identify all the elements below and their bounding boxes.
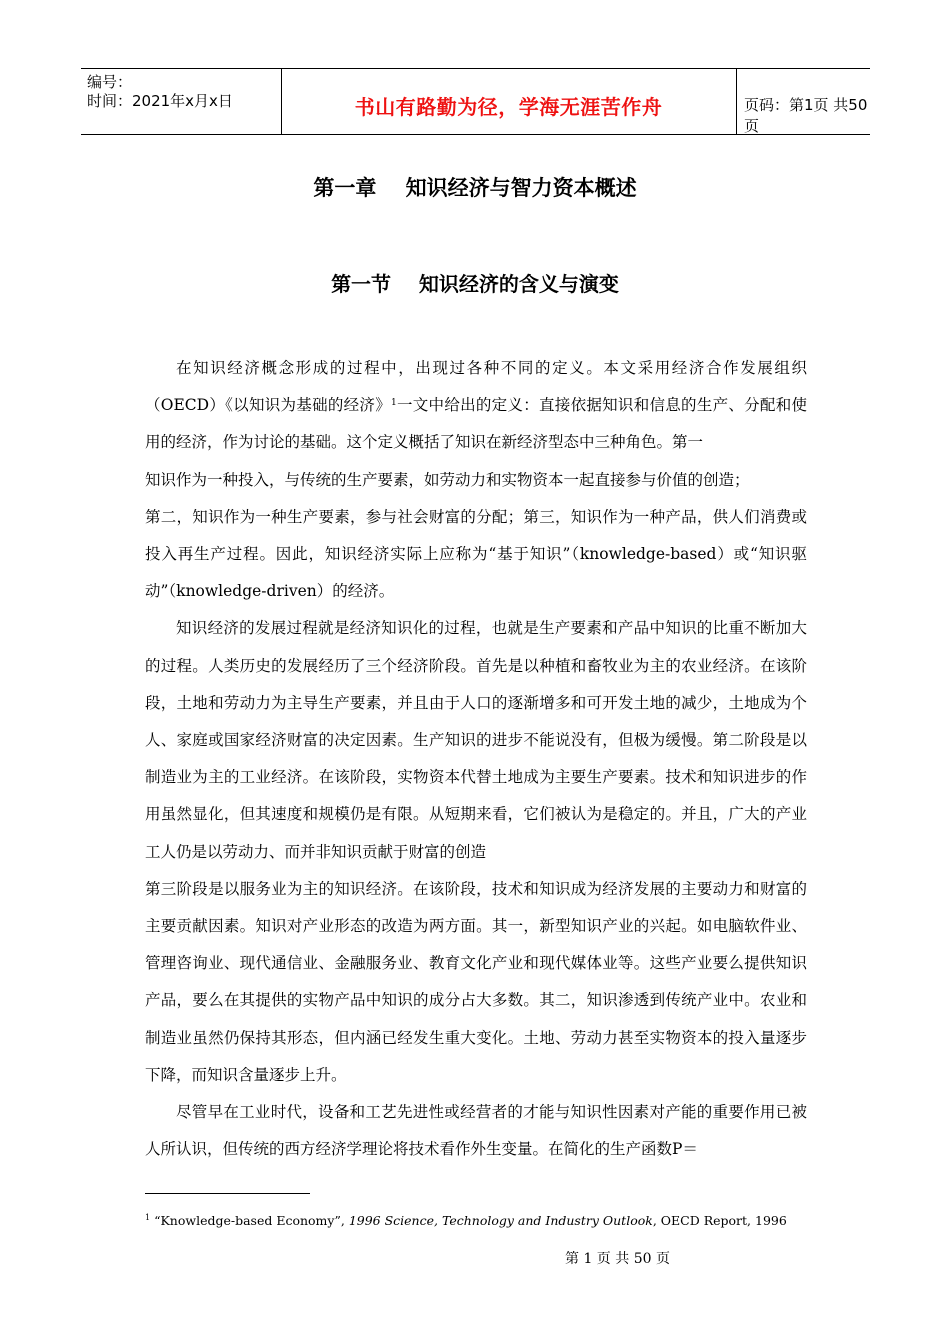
header-motto-cell bbox=[281, 69, 737, 134]
section-title: 第一节 知识经济的含义与演变 bbox=[331, 272, 619, 296]
motto-text: 书山有路勤为径，学海无涯苦作舟 bbox=[354, 95, 663, 119]
footnote-ref: 1 bbox=[390, 398, 397, 409]
page-info: 页码：第1页 共50页 bbox=[744, 96, 868, 135]
footnote-rest: , OECD Report, 1996 bbox=[652, 1213, 787, 1228]
document-number-label: 编号： bbox=[87, 73, 133, 91]
paragraph-2: 知识作为一种投入，与传统的生产要素，如劳动力和实物资本一起直接参与价值的创造； bbox=[145, 470, 750, 489]
paragraph-6: 尽管早在工业时代，设备和工艺先进性或经营者的才能与知识性因素对产能的重要作用已被人所认识，但传统的西方经济学理论将技术看作外生变量。在简化的生产函数P＝ bbox=[145, 1103, 807, 1159]
footnote-source-title: 1996 Science, Technology and Industry Outlook bbox=[348, 1213, 653, 1228]
paragraph-1-part-b: 一文中给出的定义：直接依据知识和信息的生产、分配和使用的经济，作为讨论的基础。这个定义概括了知识在新经济型态中三种角色。第一 bbox=[145, 396, 807, 452]
body-text bbox=[145, 350, 807, 1168]
paragraph-1 bbox=[145, 350, 807, 462]
page-header bbox=[81, 68, 870, 135]
footnote bbox=[145, 1213, 787, 1228]
footnote-separator bbox=[145, 1193, 310, 1194]
page-footer: 第 1 页 共 50 页 bbox=[565, 1251, 670, 1267]
header-page-cell bbox=[736, 69, 870, 134]
paragraph-3: 第二，知识作为一种生产要素，参与社会财富的分配；第三，知识作为一种产品，供人们消费或投入再生产过程。因此，知识经济实际上应称为“基于知识”（knowledge-based）或“知识驱动”（knowledge-driven）的经济。 bbox=[145, 507, 807, 601]
footnote-quote: “Knowledge-based Economy”, bbox=[150, 1213, 349, 1228]
paragraph-5: 第三阶段是以服务业为主的知识经济。在该阶段，技术和知识成为经济发展的主要动力和财富的主要贡献因素。知识对产业形态的改造为两方面。其一，新型知识产业的兴起。如电脑软件业、管理咨询业、现代通信业、金融服务业、教育文化产业和现代媒体业等。这些产业要么提供知识产品，要么在其提供的实物产品中知识的成分占大多数。其二，知识渗透到传统产业中。农业和制造业虽然仍保持其形态，但内涵已经发生重大变化。土地、劳动力甚至实物资本的投入量逐步下降，而知识含量逐步上升。 bbox=[145, 879, 807, 1084]
paragraph-4: 知识经济的发展过程就是经济知识化的过程，也就是生产要素和产品中知识的比重不断加大的过程。人类历史的发展经历了三个经济阶段。首先是以种植和畜牧业为主的农业经济。在该阶段，土地和劳动力为主导生产要素，并且由于人口的逐渐增多和可开发土地的减少，土地成为个人、家庭或国家经济财富的决定因素。生产知识的进步不能说没有，但极为缓慢。第二阶段是以制造业为主的工业经济。在该阶段，实物资本代替土地成为主要生产要素。技术和知识进步的作用虽然显化，但其速度和规模仍是有限。从短期来看，它们被认为是稳定的。并且，广大的产业工人仍是以劳动力、而并非知识贡献于财富的创造 bbox=[145, 619, 807, 861]
header-info-cell bbox=[81, 69, 282, 134]
chapter-title: 第一章 知识经济与智力资本概述 bbox=[313, 176, 637, 200]
date-label: 时间：2021年x月x日 bbox=[87, 92, 233, 110]
paragraph-1-part-a: 在知识经济概念形成的过程中，出现过各种不同的定义。本文采用经济合作发展组织（OECD）《以知识为基础的经济》 bbox=[145, 359, 807, 415]
footnote-mark: 1 bbox=[145, 1213, 151, 1222]
